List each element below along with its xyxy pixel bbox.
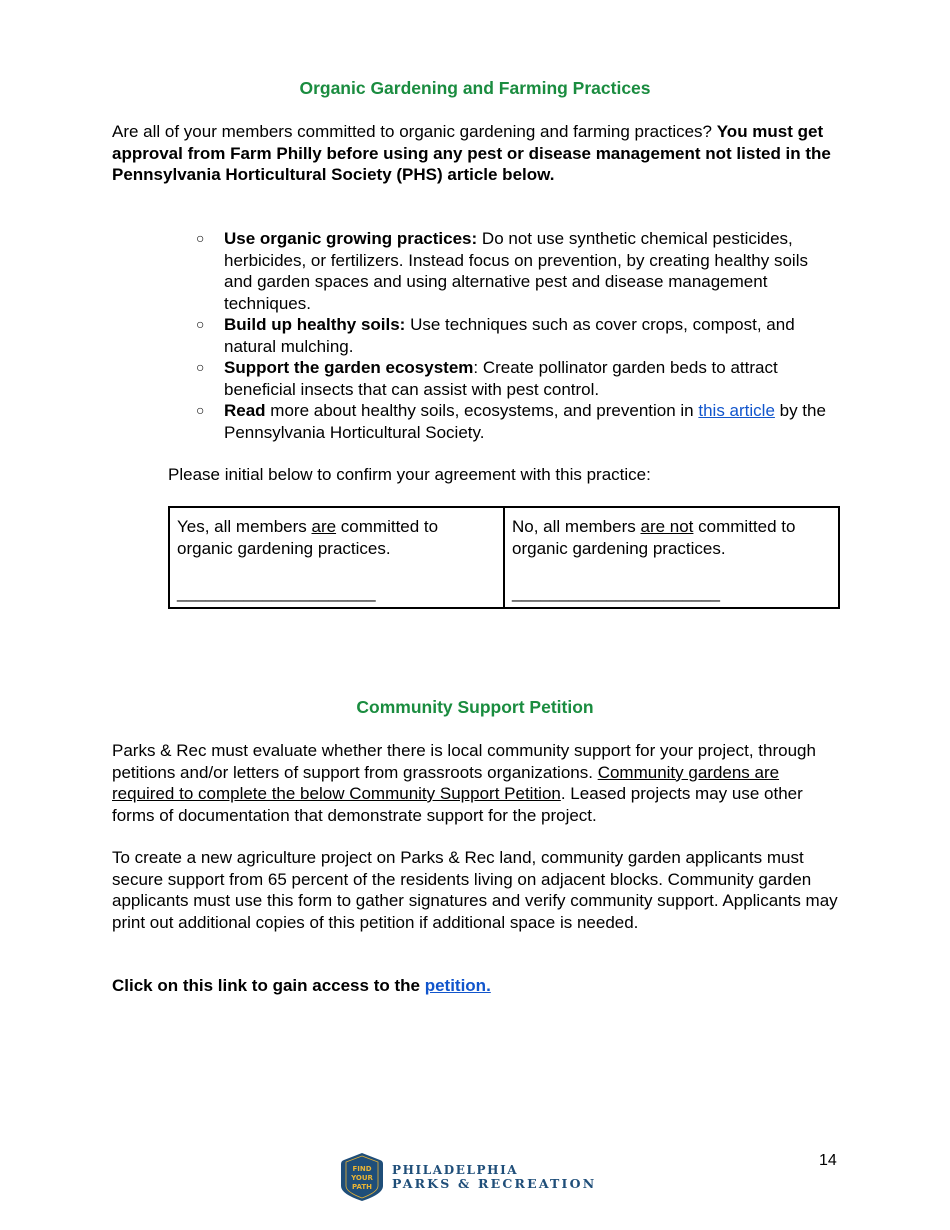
circle-bullet-icon: ○ [196,359,205,375]
footer-logo [340,1152,596,1202]
yes-text: Yes, all members [177,517,312,536]
petition-paragraph-2: To create a new agriculture project on Parks & Rec land, community garden applicants must secure support from 65 percent of the residents living on adjacent blocks. Community garden applicants must use this form to gather signatures and verify community support. Applicants may print out additional copies of this petition if additional space is needed. [112,848,838,932]
confirm-instruction: Please initial below to confirm your agreement with this practice: [168,465,651,484]
petition-p1-requirement: Community gardens are required to complete the below Community Support Petition [112,762,780,803]
badge-line-3: PATH [352,1183,372,1191]
badge-line-1: FIND [352,1165,372,1173]
agreement-yes-cell [169,507,504,608]
list-item-text: Do not use synthetic chemical pesticides, herbicides, or fertilizers. Instead focus on prevention, by creating healthy soils and garden spaces and using alternative pest and disease management techniques. [224,229,808,313]
list-item-text: : Create pollinator garden beds to attract beneficial insects that can assist with pest control. [224,358,778,399]
organic-intro-text: Are all of your members committed to organic gardening and farming practices? [112,122,717,141]
list-item-heading: Read [224,401,266,420]
petition-p1-text-end: . Leased projects may use other forms of documentation that demonstrate support for the project. [112,784,803,825]
list-item-text: more about healthy soils, ecosystems, and prevention in [265,401,699,420]
list-item [196,400,836,443]
phs-article-link[interactable]: this article [698,401,775,420]
circle-bullet-icon: ○ [196,316,205,332]
no-text: No, all members [512,517,641,536]
organic-intro-requirement: You must get approval from Farm Philly before using any pest or disease management not listed in the Pennsylvania Horticultural Society (PHS) article below. [112,122,831,184]
list-item [196,314,836,357]
yes-initial-line[interactable]: _____________________ [177,582,376,602]
section-title-petition: Community Support Petition [356,697,594,717]
petition-link-paragraph [112,975,842,997]
list-item-heading: Build up healthy soils: [224,315,406,334]
yes-text-end: committed to organic gardening practices. [177,517,439,558]
list-item [196,228,836,314]
petition-link[interactable]: petition. [424,976,491,995]
circle-bullet-icon: ○ [196,230,205,246]
org-name [392,1163,596,1191]
list-item [196,357,836,400]
petition-paragraph-1 [112,740,842,826]
page-number: 14 [819,1152,837,1169]
agreement-no-cell [504,507,839,608]
section-title-organic: Organic Gardening and Farming Practices [299,78,651,98]
petition-p1-text: Parks & Rec must evaluate whether there is local community support for your project, through petitions and/or letters of support from grassroots organizations. [112,741,816,782]
organic-intro [112,121,842,186]
organic-practices-list [196,228,836,443]
petition-link-intro: Click on this link to gain access to the [112,976,425,995]
no-initial-line[interactable]: ______________________ [512,582,721,602]
list-item-text: Use techniques such as cover crops, compost, and natural mulching. [224,315,795,356]
list-item-heading: Support the garden ecosystem [224,358,474,377]
org-name-line-1: PHILADELPHIA [392,1163,519,1177]
circle-bullet-icon: ○ [196,402,205,418]
list-item-text-after: by the Pennsylvania Horticultural Society. [224,401,826,442]
no-text-end: committed to organic gardening practices. [512,517,796,558]
list-item-heading: Use organic growing practices: [224,229,478,248]
badge-line-2: YOUR [351,1174,373,1182]
yes-emphasis: are [311,517,337,536]
agreement-table [168,506,840,609]
find-your-path-badge-icon [340,1152,384,1202]
org-name-line-2: PARKS & RECREATION [392,1176,597,1191]
no-emphasis: are not [640,517,694,536]
